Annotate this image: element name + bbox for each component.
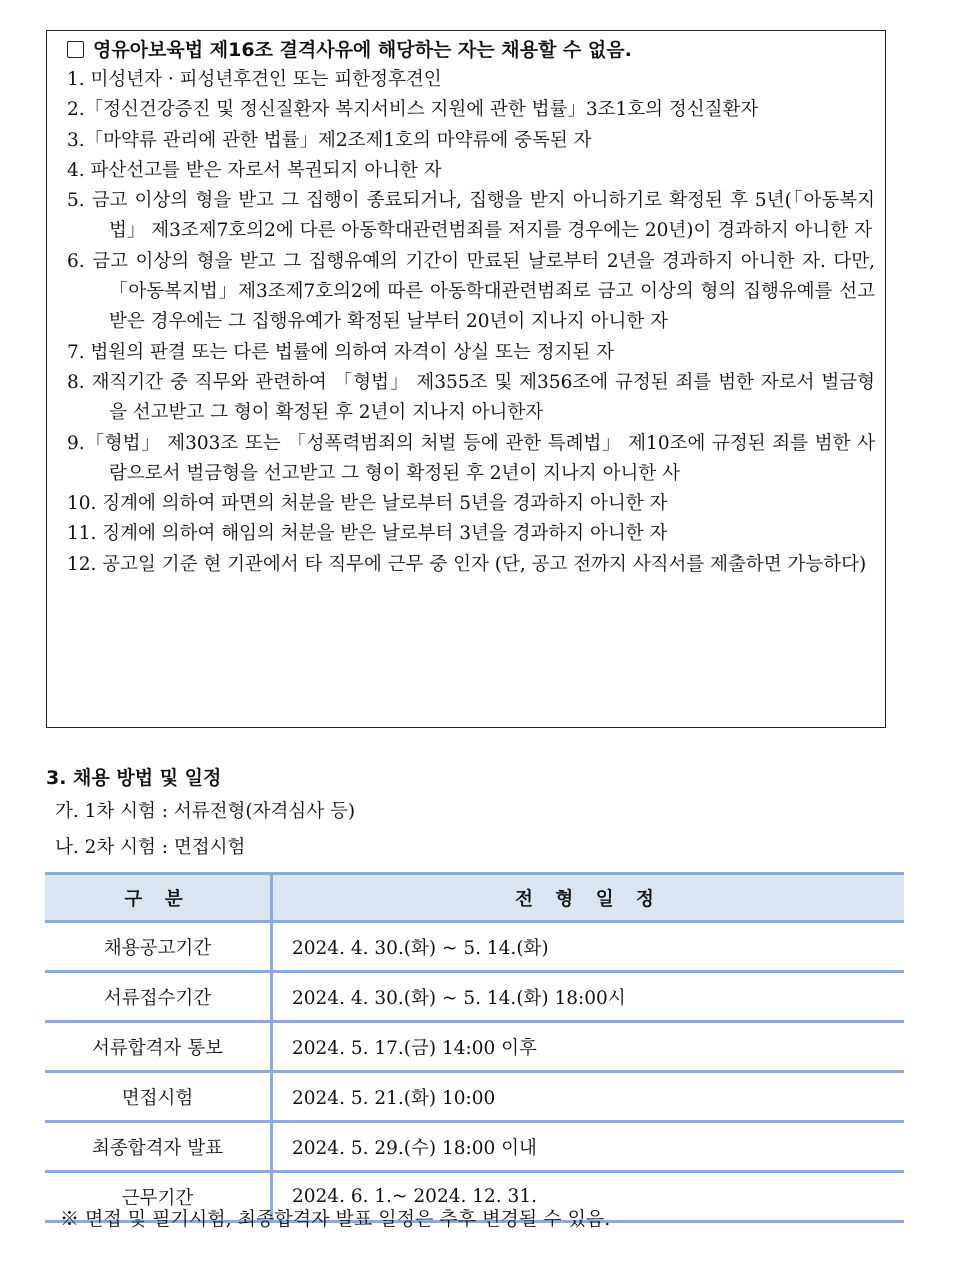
list-item: 1. 미성년자 · 피성년후견인 또는 피한정후견인 [67, 69, 442, 90]
disqualification-box [46, 30, 886, 728]
row-label: 근무기간 [45, 1172, 272, 1222]
list-item: 3.「마약류 관리에 관한 법률」제2조제1호의 마약류에 중독된 자 [67, 129, 592, 151]
row-date: 2024. 5. 21.(화) 10:00 [272, 1072, 905, 1122]
list-item: 2.「정신건강증진 및 정신질환자 복지서비스 지원에 관한 법률」3조1호의 정신질환자 [67, 99, 759, 121]
row-date: 2024. 4. 30.(화) ~ 5. 14.(화) 18:00시 [272, 972, 905, 1022]
row-date: 2024. 5. 29.(수) 18:00 이내 [272, 1122, 905, 1172]
table-row [45, 1022, 904, 1072]
step-second-exam: 나. 2차 시험 : 면접시험 [55, 837, 246, 858]
list-item: 9.「형법」 제303조 또는 「성폭력범죄의 처벌 등에 관한 특례법」 제10조에 규정된 죄를 범한 사람으로서 벌금형을 선고받고 그 형이 확정된 후 2년이 지나지 아니한 사 [67, 432, 875, 484]
schedule-note: ※ 면접 및 필기시험, 최종합격자 발표 일정은 추후 변경될 수 있음. [60, 1208, 611, 1230]
table-row [45, 1122, 904, 1172]
table-row [45, 1072, 904, 1122]
list-item: 12. 공고일 기준 현 기관에서 타 직무에 근무 중 인자 (단, 공고 전까지 사직서를 제출하면 가능하다) [67, 553, 867, 575]
header-category: 구 분 [45, 874, 272, 922]
list-item: 10. 징계에 의하여 파면의 처분을 받은 날로부터 5년을 경과하지 아니한 자 [67, 493, 668, 515]
checkbox-icon [67, 41, 84, 58]
header-schedule: 전 형 일 정 [272, 874, 905, 922]
row-date: 2024. 5. 17.(금) 14:00 이후 [272, 1022, 905, 1072]
row-label: 최종합격자 발표 [45, 1122, 272, 1172]
row-label: 서류접수기간 [45, 972, 272, 1022]
list-item: 6. 금고 이상의 형을 받고 그 집행유예의 기간이 만료된 날로부터 2년을 경과하지 아니한 자. 다만, 「아동복지법」제3조제7호의2에 따른 아동학대관련범죄로 금고 이상의 형의 집행유예를 선고받은 경우에는 그 집행유예가 확정된 날부터 20년이 지나지 아니한 자 [67, 250, 875, 333]
list-item: 5. 금고 이상의 형을 받고 그 집행이 종료되거나, 집행을 받지 아니하기로 확정된 후 5년(「아동복지법」 제3조제7호의2에 다른 아동학대관련범죄를 저지를 경우에는 20년)이 경과하지 아니한 자 [67, 190, 875, 242]
step-first-exam: 가. 1차 시험 : 서류전형(자격심사 등) [55, 801, 356, 822]
row-date: 2024. 4. 30.(화) ~ 5. 14.(화) [272, 922, 905, 972]
disqualification-title: 영유아보육법 제16조 결격사유에 해당하는 자는 채용할 수 없음. [57, 35, 875, 65]
list-item: 7. 법원의 판결 또는 다른 법률에 의하여 자격이 상실 또는 정지된 자 [67, 341, 614, 363]
table-header-row [45, 874, 904, 922]
row-label: 면접시험 [45, 1072, 272, 1122]
section-title: 3. 채용 방법 및 일정 [46, 767, 222, 789]
table-row [45, 922, 904, 972]
table-row [45, 972, 904, 1022]
row-label: 서류합격자 통보 [45, 1022, 272, 1072]
list-item: 11. 징계에 의하여 해임의 처분을 받은 날로부터 3년을 경과하지 아니한 자 [67, 523, 668, 545]
schedule-table [45, 872, 904, 1223]
list-item: 8. 재직기간 중 직무와 관련하여 「형법」 제355조 및 제356조에 규정된 죄를 범한 자로서 벌금형을 선고받고 그 형이 확정된 후 2년이 지나지 아니한자 [67, 371, 875, 424]
row-date: 2024. 6. 1.~ 2024. 12. 31. [272, 1172, 905, 1222]
row-label: 채용공고기간 [45, 922, 272, 972]
list-item: 4. 파산선고를 받은 자로서 복권되지 아니한 자 [67, 159, 442, 181]
